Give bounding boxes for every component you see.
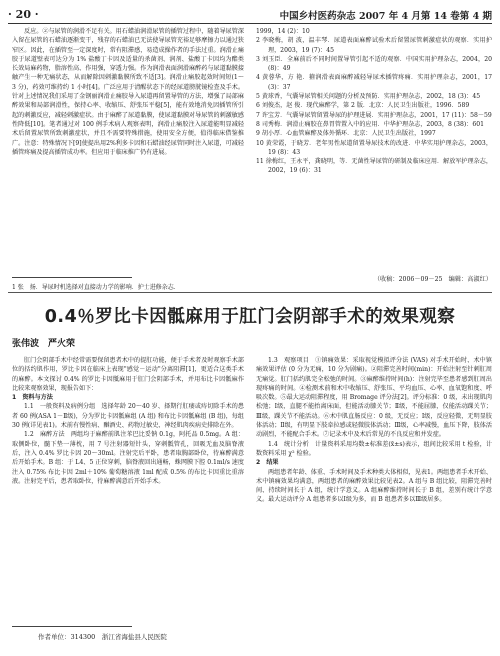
reference-list [256,27,492,269]
section-paragraph: 1.2 麻醉方法 两组均于麻醉前肌注苯巴比妥钠 0.1g，阿托品 0.5mg。A 组：取侧卧位，髓下垫一薄枕，用 7 号注射器短针头，穿刺骶管孔，回吸无血及脑脊液后，注入 0.4% 罗比卡因 20～30ml。注射完后平卧，患者取胸部卧位，待麻醉满意后开始手术。B 组：于 L4、5 正位穿刺，脑脊液回出通畅，蛛网膜下腔 0.1ml/s 速度注入 0.75% 布比卡因 2ml＋10% 葡萄糖溶液 1ml 配成 0.5% 的布比卡因重比重溶液。注射完平后，患者取卧位，待麻醉满意后开始手术。 [12,431,244,485]
reference-item: 5 黄球香，气囊导尿管相关问题的分析及预防．实用护理杂志，2002，18 (3)：45 [256,93,481,101]
reference-item: 2 李晓梅，胡 波，温丰琴．尿道表面麻醉试验术后留置尿管刺激症状的观察．实用护理，2003，19 (7)：45 [256,37,492,54]
page-number: · 20 · [8,8,39,21]
reference-item: 8 司秀梅．润滑止痛胶在鼻胃管置入中的应用．中华护理杂志，2003，8 (38)：601 [256,120,484,128]
header-rule [8,23,492,24]
affiliation-rule [12,626,132,627]
reference-item: 9 胡小厚．心血管麻醉及体外循环．北京：人民卫生出版社，1997 [256,130,436,138]
previous-article-body [12,27,244,272]
article-title: 0.4％罗比卡因骶麻用于肛门会阴部手术的效果观察 [44,307,456,327]
article-column-right [256,356,492,638]
reference-item: 3 刘玉臣．全麻前后不同时间置导管引起不适的观察．中国实用护理杂志，2004，20 (8)：49 [256,55,492,73]
author-affiliation: 作者单位：314300 浙江省海盐县人民医院 [38,633,167,641]
section-paragraph: 两组患者年龄、体重、手术时间及手术种类大体相似，见表1。两组患者手术开始、术中镇痛效果均满意，两组患者的麻醉效果比较见表2。A 组与 B 组比较，阻滞完善时间、持续时间长于 A 组，统计学意义。A 组麻醉维持时间长于 B 组，差别有统计学意义。最大运动评分 A 组患者多以Ⅰ级为多，而 B 组患者多以Ⅲ级居多。 [256,468,492,504]
section-paragraph: 1.1 一般资料及病例分组 选择年龄 20～40 岁、择期行肛瘘或痔切除手术的患者 60 例(ASA 1－Ⅱ级)，分为罗比卡因骶麻组 (A 组) 和布比卡因骶麻组 (B 组)，每组 30 例(详见表1)。术前有慢性病、酗酒史、药物过敏史、神经肌肉疾病史排除在外。 [12,403,244,430]
reference-item: 10 黄荣霞，于晓芳．老年男性尿道留置导尿技术的改进．中华实用护理杂志，2003，19 (8)：43 [256,139,492,156]
reference-footnote: 1 张 扬．导尿时机选择对直接动力学的影响．护士进修杂志． [12,284,180,291]
section-heading: 1 资料与方法 [12,394,53,402]
section-paragraph: 1.4 统计分析 计量资料采用均数±标准差(x̄±s)表示，组间比较采用 t 检验，计数资料采用 χ² 检验。 [256,440,492,457]
section-heading: 2 结果 [256,459,279,467]
reference-item: 4 黄蓉华，方 艳．箍润滑表面麻醉减轻导尿术插管疼痛．实用护理杂志，2001，17 (3)：37 [256,74,492,91]
received-note: （收稿：2006－09－25 编辑：高淑红） [373,276,492,283]
article-divider [8,292,492,293]
section-paragraph: 1.3 观察项目 ①镇痛效果：采取视觉模拟评分法 (VAS) 对手术开始时、术中镇痛效果评估 (0 分为无痛，10 分为剧痛)。②阻滞完善时间(min)：开始注射至针刺肛周无痛觉。肛门括约肌完全松弛的时间。③麻醉维持时间(h)：注射完毕至患者感到肛周出现疼痛的时间。④检测术前和术中收缩压、舒张压、平均血压、心率、血氧饱和度、呼吸次数。⑤最大运动阻滞程度，用 Bromage 评分法[2]。评分标准：0 级，未出现肌肉松弛；Ⅰ级，直腿不能抬离床面，但能活动膝关节；Ⅱ级，不能屈膝，仅能活动踝关节；Ⅲ级，踝关节不能活动。⑥术中肌直肠反应：0 级，无反应；Ⅰ级，反应轻微，无明显肢体活动；Ⅱ级，有明显下肢牵拉感或轻微肢体活动；Ⅲ级，心率减慢，血压下降，肢体活动剧烈，不能配合手术。⑦记录术中及术后常见的不良反应和并发症。 [256,357,492,439]
reference-item: 1999，14 (2)：10 [256,28,310,35]
article-column-left [12,356,244,624]
reference-item: 6 刘俊杰，赵 俊．现代麻醉学，第 2 版．北京：人民卫生出版社，1996．589 [256,102,470,110]
journal-header: 中国乡村医药杂志 2007 年 4 月第 14 卷第 4 期 [279,11,492,22]
footnote-rule [12,277,132,278]
intro-paragraph: 肛门会阴部手术中经常需要保留患者术中的提肛功能，便于手术者及时观察手术部位的括约肌作用，罗比卡因在临床上表现"感觉－运动"分离阻滞[1]，更适合这类手术的麻醉。本文探讨 0.4% 的罗比卡因骶麻用于肛门会阴部手术，并用布比卡因骶麻作比较来观察效果，现报告如下： [12,357,244,392]
article-authors: 张伟波 严火荣 [12,339,76,349]
previous-article-paragraph: 反应。②与尿管的润滑不足有关。用石蜡油润滑尿管的插管过程中，随着导尿管深入留在尿管的石蜡油逐渐变干，残存的石蜡油已无法使导尿管充裕足够摩擦力以通过狭窄区。因此，在插管至一定深度时，常有阻滞感，易造成操作者的手法过重。润滑止痛胶于尿道壁表可达分为 1% 盐酸丁卡因及适量的杀菌剂、润剂、盐酸丁卡因均为酯类长效局麻药物，脂溶性高、作用强，穿透力强。作为润滑表面润滑麻醉药与尿道黏膜接触产生一种无痛状态，从而解除因刺激黏膜所致不适[3]。润滑止痛胶起效时间短(1～3 分)，药效可维持约 1 小时[4]。广泛应用于清醒状态下的经尿道膀胱镜检查及手术。针对上述情况我们采用了金钢丽润滑止痛胶导入尿道再留置导管的方法，增强了局部麻醉效果和局部润滑性，保持心率、收缩压、舒张压平稳[5]，能有效地消免因插管所引起的刺激反应，减轻刺激症状。由于麻醉了尿道黏膜，使尿道黏膜对导尿管的刺激敏感性降低[10]。笔者通过对 100 例手术病人观察表明，润滑止痛胶注入尿道能明显减轻术后留置尿管所致刺激症状，并且不需要特殊措施，使用安全方便，值得临床借鉴推广。注意：特殊情况下[9]使提出用2%利多卡因和石蜡油经尿管同时注入尿道，可减轻插管疼痛及提高插管成功率。但应用于临床推广仍有进展。 [12,28,244,156]
reference-item: 11 徐梅红，王永平，龚晓明，等．无菌性导尿管的研制及临床应用．解放军护理杂志，2002，19 (6)：31 [256,158,492,175]
reference-item: 7 许宝芳．气囊导尿管留置导尿的护理进展．实用护理杂志，2001，17 (11)：58－59 [256,111,492,119]
